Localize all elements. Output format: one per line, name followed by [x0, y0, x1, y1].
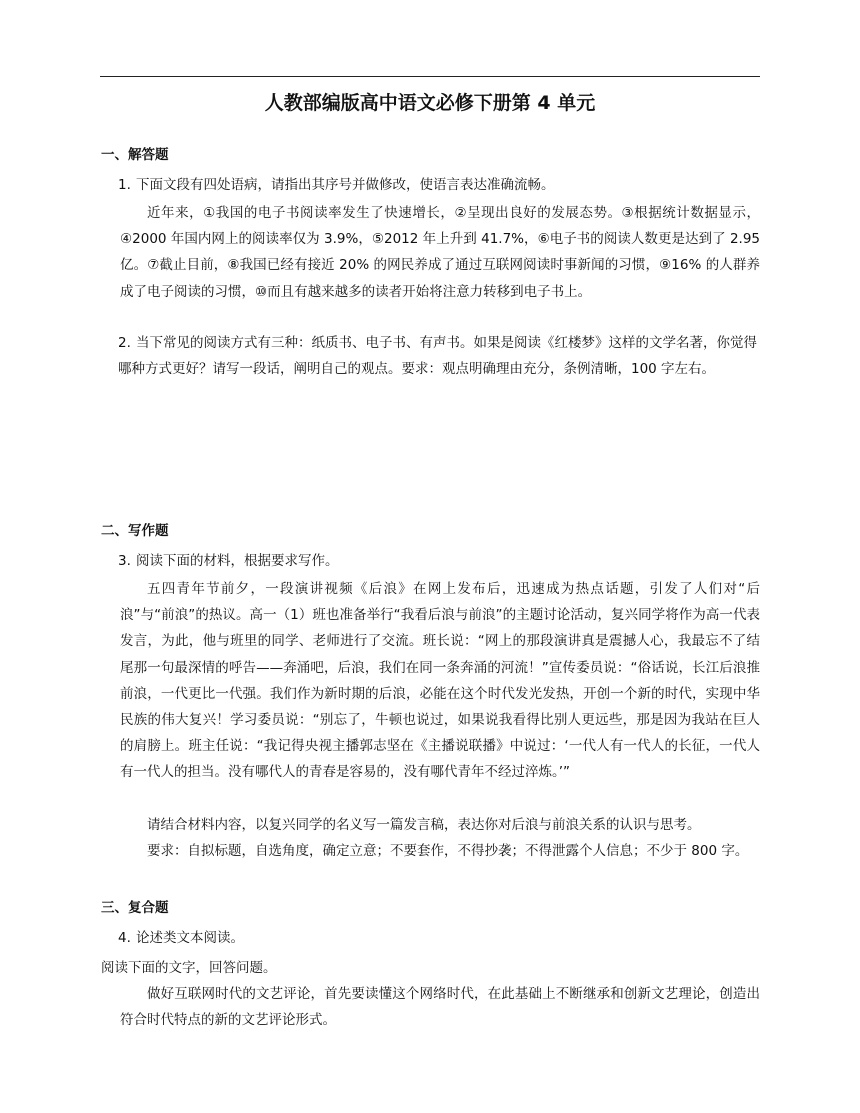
question-text: 下面文段有四处语病，请指出其序号并做修改，使语言表达准确流畅。: [136, 177, 555, 193]
question-3-material: 五四青年节前夕，一段演讲视频《后浪》在网上发布后，迅速成为热点话题，引发了人们对“后浪”与“前浪”的热议。高一（1）班也准备举行“我看后浪与前浪”的主题讨论活动，复兴同学将作为高一代表发言，为此，他与班里的同学、老师进行了交流。班长说：“网上的那段演讲真是震撼人心，我最忘不了结尾那一句最深情的呼告——奔涌吧，后浪，我们在同一条奔涌的河流！”宣传委员说：“俗话说，长江后浪推前浪，一代更比一代强。我们作为新时期的后浪，必能在这个时代发光发热，开创一个新的时代，实现中华民族的伟大复兴！学习委员说：“别忘了，牛顿也说过，如果说我看得比别人更远些，那是因为我站在巨人的肩膀上。班主任说：“我记得央视主播郭志坚在《主播说联播》中说过：‘一代人有一代人的长征，一代人有一代人的担当。没有哪代人的青春是容易的，没有哪代青年不经过淬炼。’”: [120, 581, 760, 781]
section-heading-composite: 三、复合题: [101, 900, 169, 916]
question-number: 1.: [118, 177, 131, 193]
question-4-prompt: [118, 928, 244, 948]
question-text: 论述类文本阅读。: [136, 930, 244, 946]
question-number: 4.: [118, 930, 131, 946]
question-number: 2.: [118, 335, 131, 351]
section-heading-answer: 一、解答题: [101, 147, 169, 163]
question-1-passage: 近年来，①我国的电子书阅读率发生了快速增长，②呈现出良好的发展态势。③根据统计数据显示，④2000 年国内网上的阅读率仅为 3.9%，⑤2012 年上升到 41.7%，⑥电子书的阅读人数更是达到了 2.95 亿。⑦截止目前，⑧我国已经有接近 20% 的网民养成了通过互联网阅读时事新闻的习惯，⑨16% 的人群养成了电子阅读的习惯，⑩而且有越来越多的读者开始将注意力转移到电子书上。: [120, 205, 760, 300]
question-3-requirement: 要求：自拟标题，自选角度，确定立意；不要套作，不得抄袭；不得泄露个人信息；不少于 800 字。: [147, 843, 749, 859]
question-text: 当下常见的阅读方式有三种：纸质书、电子书、有声书。如果是阅读《红楼梦》这样的文学名著，你觉得哪种方式更好？请写一段话，阐明自己的观点。要求：观点明确理由充分，条例清晰，100 字左右。: [118, 335, 757, 378]
document-title: 人教部编版高中语文必修下册第 4 单元: [264, 92, 596, 114]
question-4-instruction: 阅读下面的文字，回答问题。: [101, 960, 277, 976]
question-1-prompt: [118, 175, 555, 195]
question-3-task: 请结合材料内容，以复兴同学的名义写一篇发言稿，表达你对后浪与前浪关系的认识与思考。: [147, 817, 701, 833]
header-rule: [100, 76, 760, 77]
question-4-passage: 做好互联网时代的文艺评论，首先要读懂这个网络时代，在此基础上不断继承和创新文艺理论，创造出符合时代特点的新的文艺评论形式。: [120, 986, 760, 1029]
question-3-prompt: [118, 551, 339, 571]
question-text: 阅读下面的材料，根据要求写作。: [136, 553, 339, 569]
question-2: [118, 330, 760, 382]
section-heading-writing: 二、写作题: [101, 523, 169, 539]
question-number: 3.: [118, 553, 131, 569]
